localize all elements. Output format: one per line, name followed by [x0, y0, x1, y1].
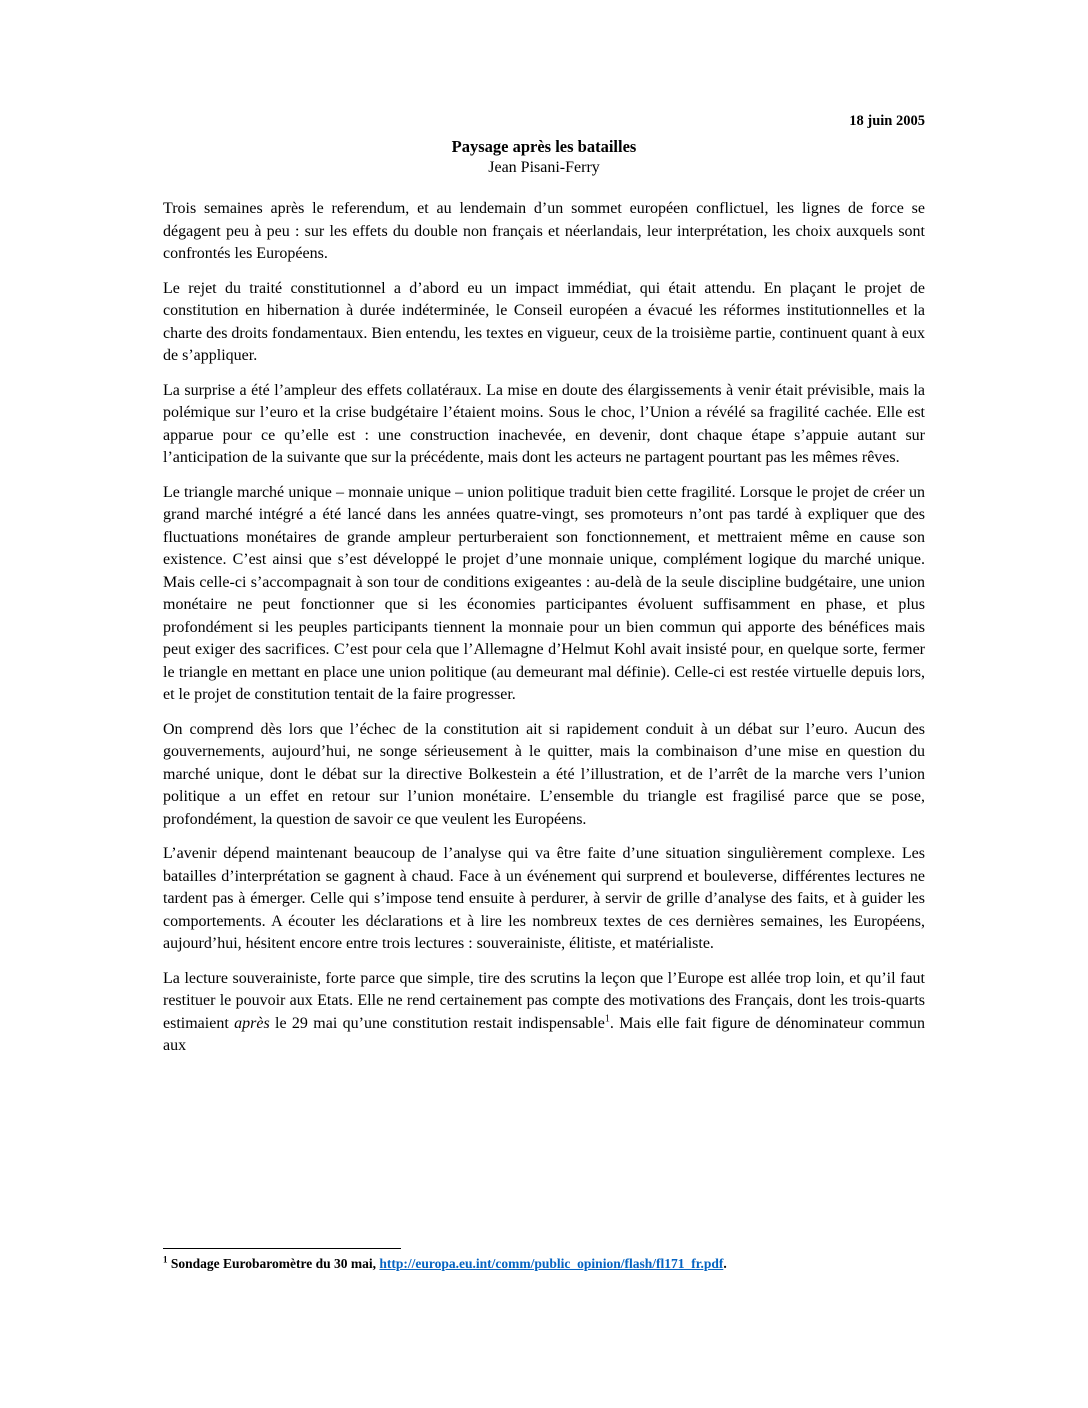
paragraph-4: Le triangle marché unique – monnaie unique – union politique traduit bien cette fragilité. Lorsque le projet de créer un grand marché intégré a été lancé dans les années quatre-vingt, ses promoteurs n’ont pas tardé à expliquer que des fluctuations monétaires de grande ampleur perturberaient son fonctionnement, et mettraient même en cause son existence. C’est ainsi que s’est développé le projet d’une monnaie unique, complément logique du marché unique. Mais celle-ci s’accompagnait à son tour de conditions exigeantes : au-delà de la seule discipline budgétaire, une union monétaire ne peut fonctionner que si les économies participantes évoluent suffisamment en phase, et plus profondément si les peuples participants tiennent la monnaie pour un bien commun qui apporte des bénéfices mais peut exiger des sacrifices. C’est pour cela que l’Allemagne d’Helmut Kohl avait insisté pour, en quelque sorte, fermer le triangle en mettant en place une union politique (au demeurant mal définie). Celle-ci est restée virtuelle depuis lors, et le projet de constitution tentait de la faire progresser. — [163, 483, 925, 703]
footnote-link[interactable]: http://europa.eu.int/comm/public_opinion/flash/fl171_fr.pdf — [379, 1256, 724, 1271]
paragraph-2: Le rejet du traité constitutionnel a d’abord eu un impact immédiat, qui était attendu. En plaçant le projet de constitution en hibernation à durée indéterminée, le Conseil européen a évacué les réformes institutionnelles et la charte des droits fondamentaux. Bien entendu, les textes en vigueur, ceux de la troisième partie, continuent quant à eux de s’appliquer. — [163, 279, 925, 364]
paragraph-7-text-trail: . Mais elle fait figure de dénominateur commun aux — [163, 1014, 925, 1054]
document-title: Paysage après les batailles — [451, 137, 637, 156]
footnote-lead-text: Sondage Eurobaromètre du 30 mai, — [167, 1256, 380, 1271]
footnote-trail-text: . — [723, 1256, 727, 1271]
paragraph-3: La surprise a été l’ampleur des effets collatéraux. La mise en doute des élargissements à venir était prévisible, mais la polémique sur l’euro et la crise budgétaire l’étaient moins. Sous le choc, l’Union a révélé sa fragilité cachée. Elle est apparue pour ce qu’elle est : une construction inachevée, en devenir, dont chaque étape s’appuie autant sur l’anticipation de la suivante que sur la précédente, mais dont les acteurs ne partagent pourtant pas les mêmes rêves. — [163, 381, 925, 466]
paragraph-1: Trois semaines après le referendum, et au lendemain d’un sommet européen conflictuel, les lignes de force se dégagent peu à peu : sur les effets du double non français et néerlandais, leur interprétation, les choix auxquels sont confrontés les Européens. — [163, 200, 925, 262]
footnote-number: 1 — [163, 1254, 168, 1265]
document-date: 18 juin 2005 — [849, 113, 925, 129]
footnote-area — [163, 1248, 925, 1273]
paragraph-7-text-lead: La lecture souverainiste, forte parce que simple, tire des scrutins la leçon que l’Europe est allée trop loin, et qu’il faut restituer le pouvoir aux Etats. Elle ne rend certainement pas compte des motivations des Français, dont les trois-quarts estimaient — [163, 969, 925, 1032]
paragraph-5: On comprend dès lors que l’échec de la constitution ait si rapidement conduit à un débat sur l’euro. Aucun des gouvernements, aujourd’hui, ne songe sérieusement à le quitter, mais la combinaison d’une mise en question du marché unique, dont le débat sur la directive Bolkestein a été l’illustration, et de l’arrêt de la marche vers l’union politique a un effet en retour sur l’union monétaire. L’ensemble du triangle est fragilisé parce que se pose, profondément, la question de savoir ce que veulent les Européens. — [163, 720, 925, 828]
footnote-reference: 1 — [604, 1013, 610, 1025]
paragraph-7 — [163, 968, 925, 1058]
paragraph-7-italic-word: après — [234, 1014, 270, 1032]
footnote-text — [163, 1255, 925, 1273]
footnote-separator — [163, 1248, 401, 1249]
paragraph-6: L’avenir dépend maintenant beaucoup de l’analyse qui va être faite d’une situation singulièrement complexe. Les batailles d’interprétation se gagnent à chaud. Face à un événement qui surprend et bouleverse, différentes lectures ne tardent pas à émerger. Celle qui s’impose tend ensuite à perdurer, à servir de grille d’analyse des faits, et à guider les comportements. A écouter les déclarations et à lire les nombreux textes de ces dernières semaines, les Européens, aujourd’hui, hésitent encore entre trois lectures : souverainiste, élitiste, et matérialiste. — [163, 845, 925, 952]
paragraph-7-text-mid: le 29 mai qu’une constitution restait indispensable — [269, 1014, 605, 1032]
document-author: Jean Pisani-Ferry — [488, 159, 600, 176]
